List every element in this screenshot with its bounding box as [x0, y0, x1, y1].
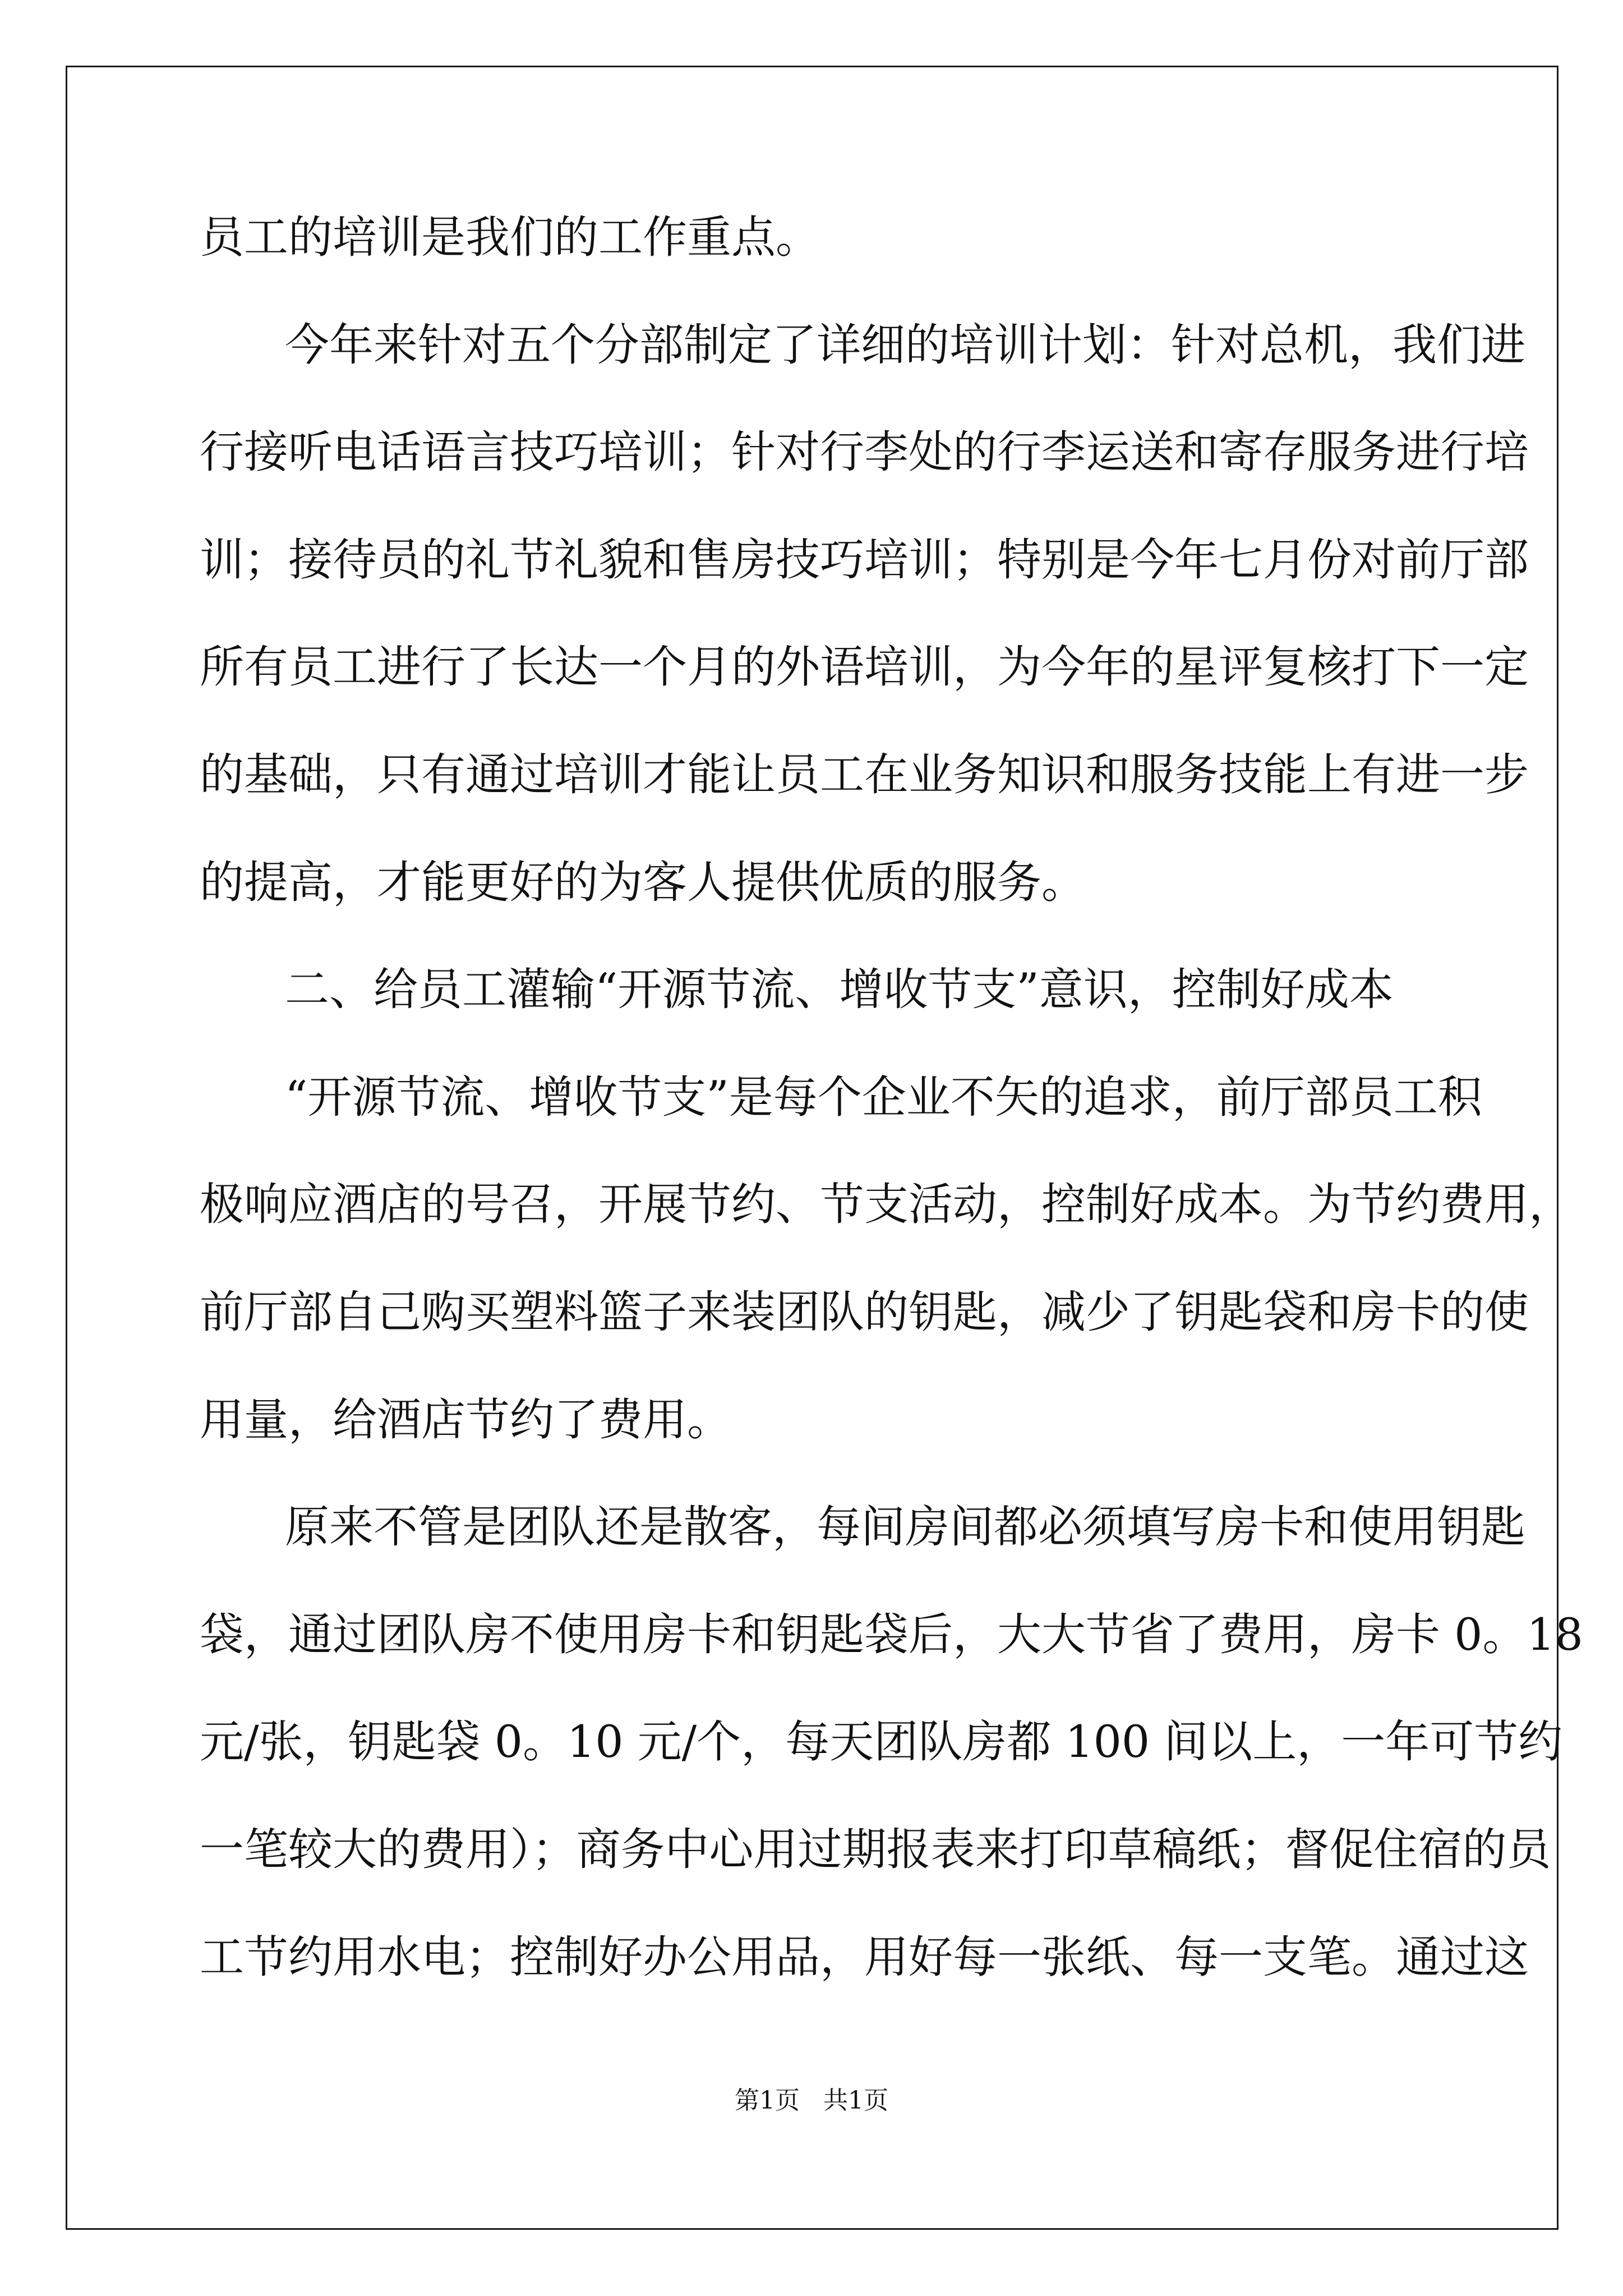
- text-line: 前厅部自己购买塑料篮子来装团队的钥匙，减少了钥匙袋和房卡的使: [200, 1286, 1529, 1338]
- text-line: 一笔较大的费用）；商务中心用过期报表来打印草稿纸；督促住宿的员: [200, 1823, 1551, 1875]
- text-line: 元/张，钥匙袋 0。10 元/个，每天团队房都 100 间以上，一年可节约: [200, 1716, 1563, 1768]
- text-line: 的提高，才能更好的为客人提供优质的服务。: [200, 856, 1086, 908]
- text-line: 袋，通过团队房不使用房卡和钥匙袋后，大大节省了费用，房卡 0。18: [200, 1608, 1583, 1660]
- text-line: 用量，给酒店节约了费用。: [200, 1393, 731, 1446]
- page-number: 第1页 共1页: [735, 2086, 888, 2115]
- text-line: “开源节流、增收节支”是每个企业不矢的追求，前厅部员工积: [285, 1071, 1482, 1123]
- text-line: 训；接待员的礼节礼貌和售房技巧培训；特别是今年七月份对前厅部: [200, 533, 1529, 586]
- text-line: 工节约用水电；控制好办公用品，用好每一张纸、每一支笔。通过这: [200, 1931, 1529, 1983]
- text-line: 员工的培训是我们的工作重点。: [200, 211, 820, 263]
- text-line: 原来不管是团队还是散客，每间房间都必须填写房卡和使用钥匙: [285, 1501, 1525, 1553]
- text-line: 所有员工进行了长达一个月的外语培训，为今年的星评复核打下一定: [200, 641, 1529, 693]
- text-line: 今年来针对五个分部制定了详细的培训计划：针对总机，我们进: [285, 319, 1525, 371]
- text-line: 极响应酒店的号召，开展节约、节支活动，控制好成本。为节约费用，: [200, 1179, 1573, 1231]
- section-heading: 二、给员工灌输“开源节流、增收节支”意识，控制好成本: [285, 964, 1394, 1016]
- text-line: 的基础，只有通过培训才能让员工在业务知识和服务技能上有进一步: [200, 748, 1529, 800]
- text-line: 行接听电话语言技巧培训；针对行李处的行李运送和寄存服务进行培: [200, 426, 1529, 478]
- document-body: [200, 201, 1583, 2028]
